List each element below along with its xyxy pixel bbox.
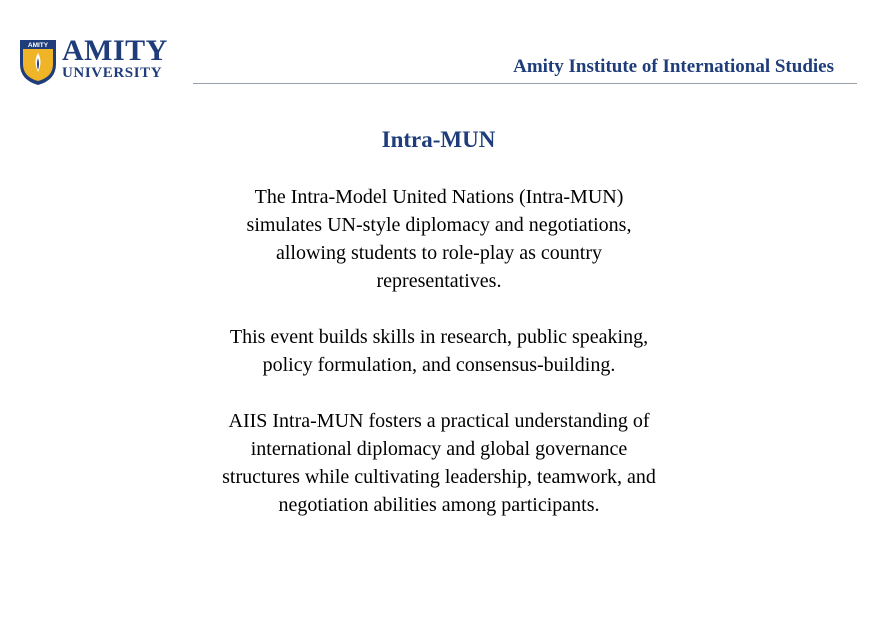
amity-logo — [17, 36, 177, 88]
paragraph-intro: The Intra-Model United Nations (Intra-MUN) simulates UN-style diplomacy and negotiations, allowing students to role-play as country representatives. — [246, 186, 632, 292]
page-title: Intra-MUN — [381, 127, 496, 152]
logo-wordmark — [62, 36, 168, 81]
shield-lettering: AMITY — [27, 42, 49, 49]
paragraph-skills: This event builds skills in research, public speaking, policy formulation, and consensus-building. — [229, 326, 649, 376]
paragraph-outcomes: AIIS Intra-MUN fosters a practical understanding of international diplomacy and global governance structures while cultivating leadership, teamwork, and negotiation abilities among participants. — [222, 410, 656, 516]
header-divider — [193, 83, 857, 84]
logo-name: AMITY — [62, 34, 168, 67]
content-body — [220, 183, 658, 547]
shield-icon — [17, 36, 59, 86]
logo-subname: UNIVERSITY — [62, 65, 163, 81]
institute-name: Amity Institute of International Studies — [513, 56, 834, 77]
